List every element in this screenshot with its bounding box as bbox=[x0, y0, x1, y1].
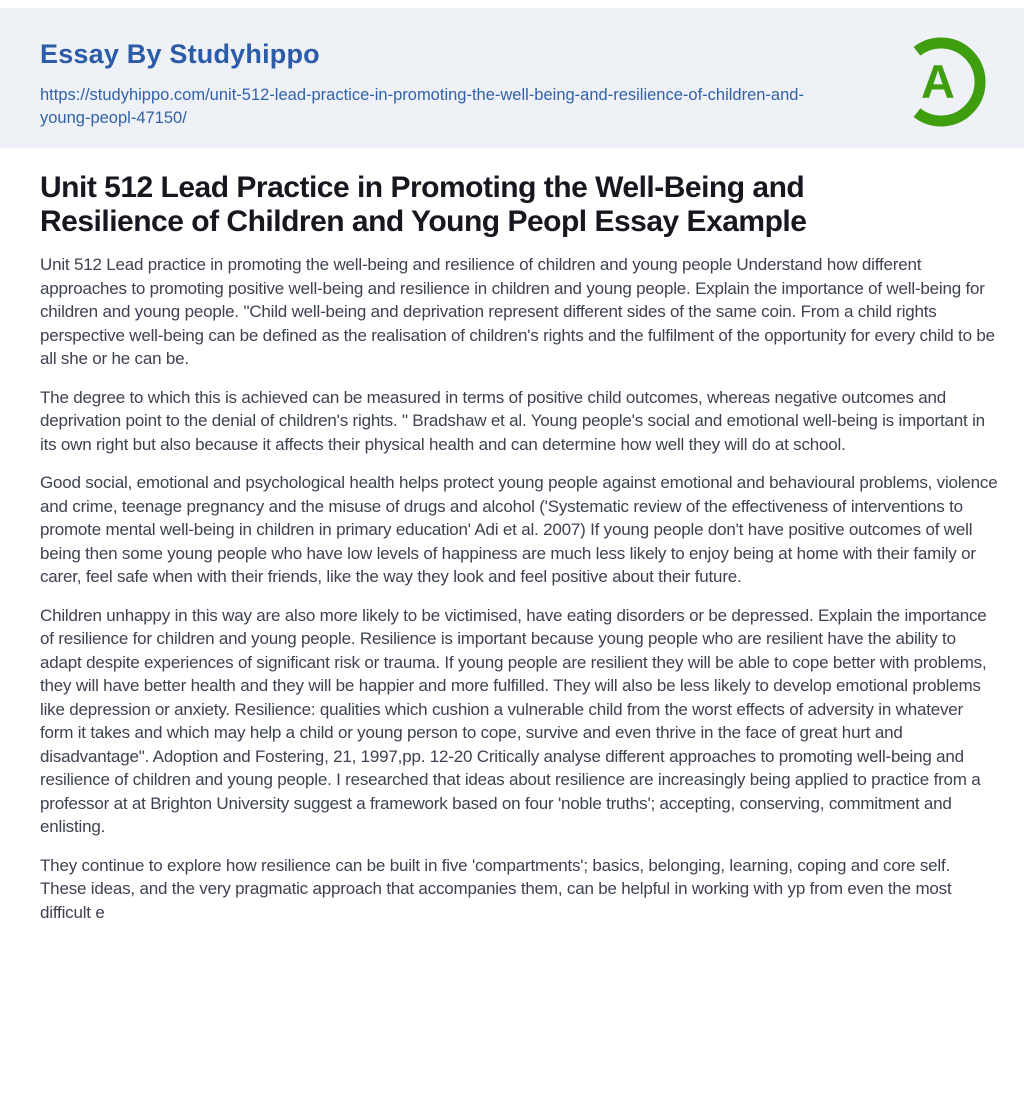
essay-paragraph-1: Unit 512 Lead practice in promoting the well-being and resilience of children and young people Understand how different approaches to promoting positive well-being and resilience in children and young people. Explain the importance of well-being for children and young people. "Child well-being and deprivation represent different sides of the same coin. From a child rights perspective well-being can be defined as the realisation of children's rights and the fulfilment of the opportunity for every child to be all she or he can be. bbox=[40, 255, 995, 368]
logo-letter: A bbox=[921, 55, 955, 108]
top-gap bbox=[0, 0, 1024, 8]
page-header bbox=[0, 8, 1024, 148]
site-label: Essay By Studyhippo bbox=[40, 39, 320, 69]
logo-icon bbox=[895, 36, 987, 128]
essay-paragraph-4: Children unhappy in this way are also more likely to be victimised, have eating disorders or be depressed. Explain the importance of resilience for children and young people. Resilience is important because young people who are resilient have the ability to adapt despite experiences of significant risk or trauma. If young people are resilient they will be able to cope better with problems, they will have better health and they will be happier and more fulfilled. They will also be less likely to develop emotional problems like depression or anxiety. Resilience: qualities which cushion a vulnerable child from the worst effects of adversity in whatever form it takes and which may help a child or young person to cope, survive and even thrive in the face of great hurt and disadvantage". Adoption and Fostering, 21, 1997,pp. 12-20 Critically analyse different approaches to promoting well-being and resilience of children and young people. I researched that ideas about resilience are increasingly being applied to practice from a professor at at Brighton University suggest a framework based on four 'noble truths'; accepting, conserving, commitment and enlisting. bbox=[40, 605, 987, 836]
studyhippo-logo[interactable] bbox=[895, 36, 987, 128]
essay-content bbox=[0, 171, 1024, 924]
essay-title: Unit 512 Lead Practice in Promoting the Well-Being and Resilience of Children and Young Peopl Essay Example bbox=[40, 171, 807, 238]
essay-url-link[interactable]: https://studyhippo.com/unit-512-lead-practice-in-promoting-the-well-being-and-resilience-of-children-and-young-peopl-47150/ bbox=[40, 86, 804, 127]
essay-body bbox=[40, 253, 1000, 924]
essay-paragraph-3: Good social, emotional and psychological health helps protect young people against emotional and behavioural problems, violence and crime, teenage pregnancy and the misuse of drugs and alcohol ('Systematic review of the effectiveness of interventions to promote mental well-being in children in primary education' Adi et al. 2007) If young people don't have positive outcomes of well being then some young people who have low levels of happiness are much less likely to enjoy being at home with their family or carer, feel safe when with their friends, like the way they look and feel positive about their future. bbox=[40, 473, 998, 586]
essay-paragraph-2: The degree to which this is achieved can be measured in terms of positive child outcomes, whereas negative outcomes and deprivation point to the denial of children's rights. " Bradshaw et al. Young people's social and emotional well-being is important in its own right but also because it affects their physical health and can determine how well they will do at school. bbox=[40, 387, 985, 454]
essay-paragraph-5: They continue to explore how resilience can be built in five 'compartments'; basics, belonging, learning, coping and core self. These ideas, and the very pragmatic approach that accompanies them, can be helpful in working with yp from even the most difficult e bbox=[40, 855, 952, 922]
